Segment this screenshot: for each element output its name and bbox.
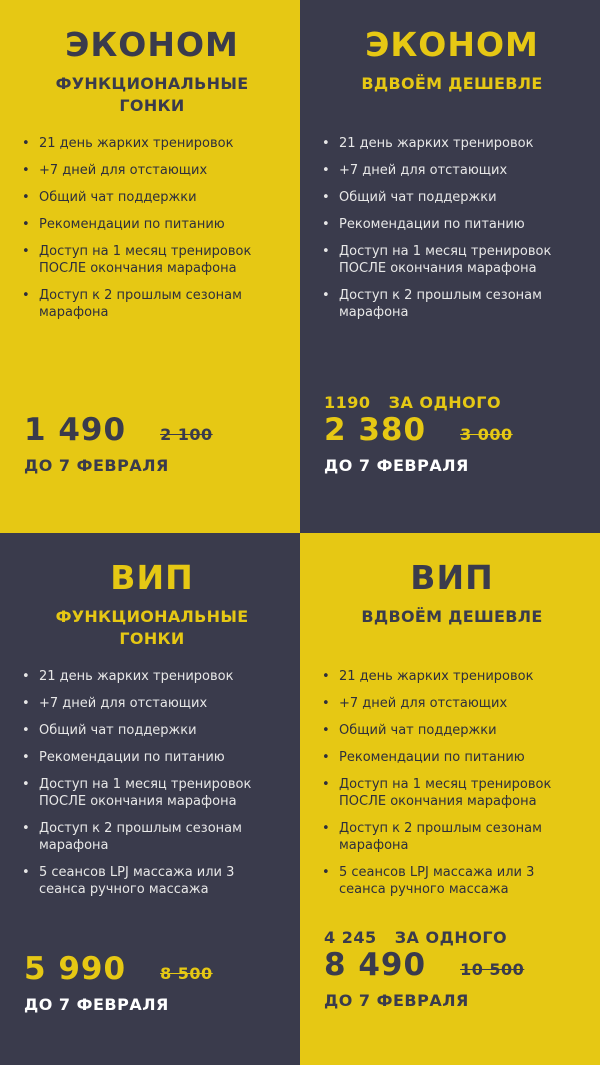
bullet-icon: • [322,244,330,259]
feature-text: Доступ к 2 прошлым сезонам марафона [339,288,542,320]
plan-title: ВИП [110,558,194,597]
old-price: 3 000 [460,425,513,444]
feature-item [22,162,282,179]
plan-card-vip-functional [0,533,300,1065]
price-block [324,928,582,1010]
bullet-icon: • [322,865,330,880]
feature-item [22,189,282,206]
deadline-text: ДО 7 ФЕВРАЛЯ [324,991,469,1010]
old-price: 10 500 [460,960,525,979]
bullet-icon: • [22,821,30,836]
bullet-icon: • [322,217,330,232]
feature-item [22,722,282,739]
feature-item [322,695,582,712]
feature-item [322,820,582,854]
plan-subtitle-line2: ГОНКИ [119,629,185,648]
bullet-icon: • [322,136,330,151]
bullet-icon: • [22,217,30,232]
feature-text: Общий чат поддержки [339,723,497,738]
plan-subtitle [22,73,282,117]
plan-subtitle [22,606,282,650]
feature-text: 21 день жарких тренировок [339,669,534,684]
feature-item [22,749,282,766]
deadline-text: ДО 7 ФЕВРАЛЯ [324,456,469,475]
bullet-icon: • [22,865,30,880]
feature-text: Доступ к 2 прошлым сезонам марафона [339,821,542,853]
feature-text: +7 дней для отстающих [39,696,208,711]
plan-subtitle [322,73,582,95]
feature-item [22,820,282,854]
bullet-icon: • [322,696,330,711]
plan-subtitle-line1: ВДВОЁМ ДЕШЕВЛЕ [361,74,543,93]
feature-text: 5 сеансов LPJ массажа или 3 сеанса ручного массажа [39,865,235,897]
feature-item [322,135,582,152]
plan-subtitle-line2: ГОНКИ [119,96,185,115]
plan-subtitle-line1: ФУНКЦИОНАЛЬНЫЕ [55,74,249,93]
feature-text: Общий чат поддержки [39,190,197,205]
feature-text: Доступ к 2 прошлым сезонам марафона [39,821,242,853]
bullet-icon: • [22,723,30,738]
plan-title: ВИП [410,558,494,597]
feature-list [322,135,582,321]
feature-item [22,287,282,321]
feature-item [322,722,582,739]
feature-text: Общий чат поддержки [39,723,197,738]
feature-item [22,135,282,152]
bullet-icon: • [22,669,30,684]
feature-text: Доступ к 2 прошлым сезонам марафона [39,288,242,320]
feature-item [322,668,582,685]
feature-text: Рекомендации по питанию [339,750,525,765]
per-person-label: ЗА ОДНОГО [394,928,508,947]
feature-item [22,243,282,277]
bullet-icon: • [22,190,30,205]
feature-item [322,776,582,810]
per-person-label: ЗА ОДНОГО [388,393,502,412]
per-person-amount: 4 245 [324,928,377,947]
old-price: 8 500 [160,964,213,983]
bullet-icon: • [322,163,330,178]
plan-card-vip-pair [300,533,600,1065]
feature-text: Рекомендации по питанию [39,217,225,232]
feature-text: 21 день жарких тренировок [39,669,234,684]
plan-subtitle-line1: ФУНКЦИОНАЛЬНЫЕ [55,607,249,626]
feature-text: 21 день жарких тренировок [339,136,534,151]
feature-text: Доступ на 1 месяц тренировок ПОСЛЕ окончания марафона [339,244,552,276]
price-row [324,412,582,448]
feature-item [322,243,582,277]
plan-title: ЭКОНОМ [65,25,239,64]
feature-item [322,162,582,179]
price-block [24,951,282,1014]
feature-text: Доступ на 1 месяц тренировок ПОСЛЕ окончания марафона [339,777,552,809]
feature-text: +7 дней для отстающих [39,163,208,178]
plan-card-econom-pair [300,0,600,533]
feature-item [322,189,582,206]
feature-text: Доступ на 1 месяц тренировок ПОСЛЕ окончания марафона [39,244,252,276]
bullet-icon: • [22,136,30,151]
per-person-amount: 1190 [324,393,371,412]
feature-item [22,668,282,685]
plan-subtitle [322,606,582,628]
feature-text: Доступ на 1 месяц тренировок ПОСЛЕ окончания марафона [39,777,252,809]
feature-text: 5 сеансов LPJ массажа или 3 сеанса ручного массажа [339,865,535,897]
bullet-icon: • [22,244,30,259]
bullet-icon: • [22,777,30,792]
feature-item [22,864,282,898]
price-row [324,947,582,983]
bullet-icon: • [322,750,330,765]
feature-text: Рекомендации по питанию [339,217,525,232]
feature-item [322,749,582,766]
feature-item [322,864,582,898]
price-row [24,412,282,448]
bullet-icon: • [22,163,30,178]
feature-text: 21 день жарких тренировок [39,136,234,151]
feature-text: Рекомендации по питанию [39,750,225,765]
price-row [24,951,282,987]
feature-text: Общий чат поддержки [339,190,497,205]
feature-item [322,287,582,321]
plan-card-econom-functional [0,0,300,533]
feature-item [322,216,582,233]
bullet-icon: • [322,821,330,836]
plan-title: ЭКОНОМ [365,25,539,64]
current-price: 5 990 [24,951,127,987]
bullet-icon: • [22,696,30,711]
price-block [324,393,582,475]
old-price: 2 100 [160,425,213,444]
feature-item [22,776,282,810]
deadline-text: ДО 7 ФЕВРАЛЯ [24,995,169,1014]
feature-item [22,216,282,233]
bullet-icon: • [22,750,30,765]
current-price: 2 380 [324,412,427,448]
feature-text: +7 дней для отстающих [339,696,508,711]
price-block [24,412,282,475]
feature-item [22,695,282,712]
bullet-icon: • [322,190,330,205]
feature-text: +7 дней для отстающих [339,163,508,178]
bullet-icon: • [322,288,330,303]
feature-list [22,668,282,898]
current-price: 1 490 [24,412,127,448]
current-price: 8 490 [324,947,427,983]
plan-subtitle-line1: ВДВОЁМ ДЕШЕВЛЕ [361,607,543,626]
bullet-icon: • [322,669,330,684]
feature-list [322,668,582,898]
deadline-text: ДО 7 ФЕВРАЛЯ [24,456,169,475]
per-person-price [324,928,582,947]
bullet-icon: • [322,777,330,792]
per-person-price [324,393,582,412]
bullet-icon: • [22,288,30,303]
bullet-icon: • [322,723,330,738]
feature-list [22,135,282,321]
